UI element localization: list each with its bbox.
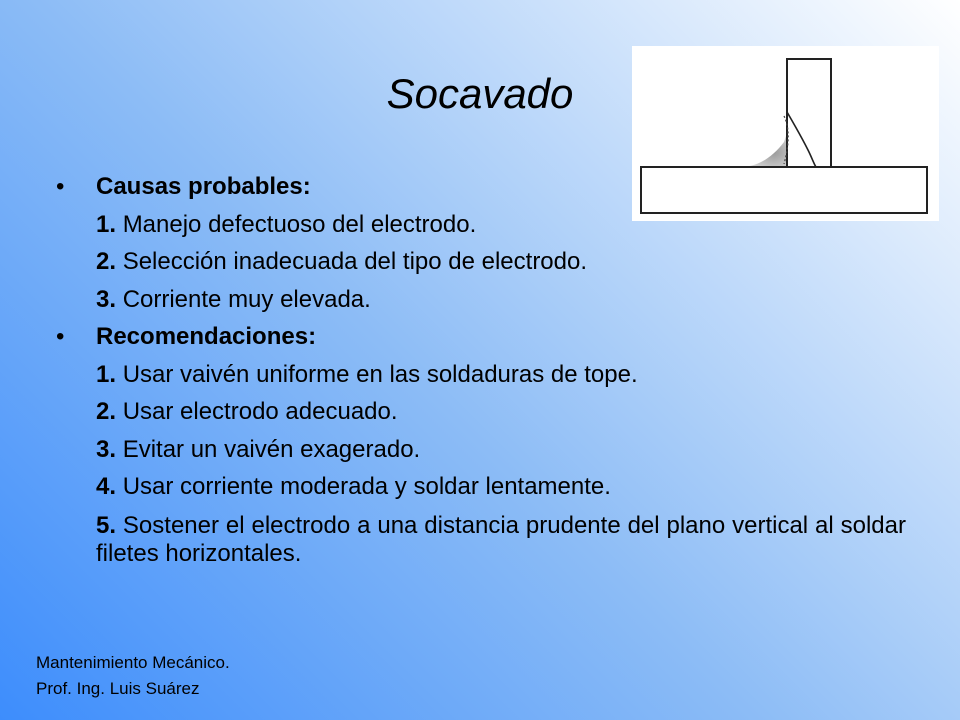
- footer-author: Prof. Ing. Luis Suárez: [36, 679, 200, 698]
- bullet-dot: •: [56, 173, 65, 200]
- section-heading: Causas probables:: [96, 173, 311, 200]
- list-item: 3. Evitar un vaivén exagerado.: [96, 435, 421, 463]
- bullet-dot: •: [56, 323, 65, 350]
- list-item: 4. Usar corriente moderada y soldar lentamente.: [96, 473, 611, 500]
- list-item: 5. Sostener el electrodo a una distancia prudente del plano vertical al soldar filetes horizontales.: [96, 511, 906, 567]
- list-item: 1. Manejo defectuoso del electrodo.: [96, 210, 477, 238]
- list-item: 2. Selección inadecuada del tipo de electrodo.: [96, 248, 588, 275]
- slide-title: Socavado: [386, 70, 574, 117]
- footer: [36, 650, 230, 702]
- bullet-recomendaciones: [56, 318, 906, 356]
- list-item: 3. Corriente muy elevada.: [96, 285, 371, 313]
- slide-body: [56, 168, 906, 568]
- section-heading: Recomendaciones:: [96, 323, 317, 350]
- bullet-causas: [56, 168, 906, 206]
- list-item: 1. Usar vaivén uniforme en las soldaduras de tope.: [96, 360, 638, 388]
- footer-course: Mantenimiento Mecánico.: [36, 653, 230, 672]
- list-item: 2. Usar electrodo adecuado.: [96, 398, 398, 425]
